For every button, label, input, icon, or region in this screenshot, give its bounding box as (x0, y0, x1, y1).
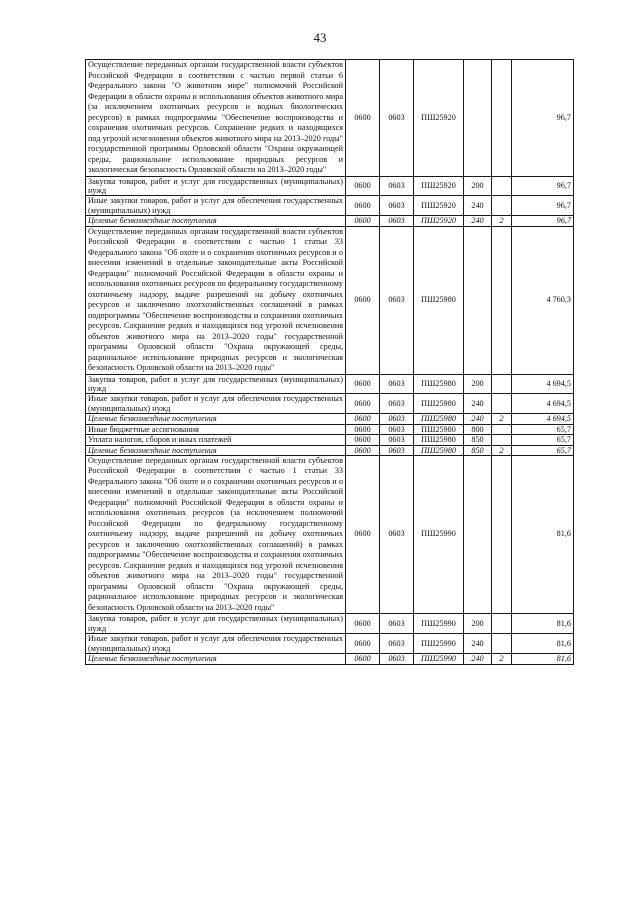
amount-cell: 96,7 (512, 176, 574, 196)
expense-type-cell: 800 (464, 424, 492, 434)
row-name-cell: Иные закупки товаров, работ и услуг для обеспечения государственных (муниципальных) нужд (86, 634, 346, 654)
funding-source-cell (492, 455, 512, 614)
funding-source-cell (492, 424, 512, 434)
table-row (86, 176, 574, 196)
target-article-cell: ПШ25920 (414, 196, 464, 216)
subsection-code-cell: 0603 (380, 435, 414, 445)
funding-source-cell (492, 634, 512, 654)
section-code-cell: 0600 (346, 216, 380, 226)
expense-type-cell: 240 (464, 634, 492, 654)
section-code-cell: 0600 (346, 374, 380, 394)
subsection-code-cell: 0603 (380, 455, 414, 614)
funding-source-cell (492, 176, 512, 196)
table-row (86, 60, 574, 177)
target-article-cell: ПШ25980 (414, 445, 464, 455)
expense-type-cell: 240 (464, 654, 492, 664)
table-row (86, 414, 574, 424)
row-name-cell: Закупка товаров, работ и услуг для государственных (муниципальных) нужд (86, 176, 346, 196)
table-row (86, 226, 574, 374)
funding-source-cell (492, 60, 512, 177)
subsection-code-cell: 0603 (380, 654, 414, 664)
table-row (86, 435, 574, 445)
amount-cell: 65,7 (512, 424, 574, 434)
expense-type-cell: 240 (464, 394, 492, 414)
expense-type-cell: 850 (464, 435, 492, 445)
amount-cell: 4 694,5 (512, 394, 574, 414)
target-article-cell: ПШ25990 (414, 614, 464, 634)
target-article-cell: ПШ25980 (414, 414, 464, 424)
section-code-cell: 0600 (346, 614, 380, 634)
row-name-cell: Осуществление переданных органам государственной власти субъектов Российской Федерации в соответствии с частью 1 статьи 33 Федерального закона "Об охоте и о сохранении охотничьих ресурсов и о внесении изменений в отдельные законодательные акты Российской Федерации" полномочий Российской Федерации в области охраны и использования охотничьих ресурсов по федеральному государственному охотничьему надзору, выдаче разрешений на добычу охотничьих ресурсов и заключению охотхозяйственных соглашений в рамках подпрограммы "Обеспечение воспроизводства и сохранения охотничьих ресурсов. Сохранение редких и находящихся под угрозой исчезновения объектов животного мира на 2013–2020 годы" государственной программы Орловской области "Охрана окружающей среды, рациональное использование природных ресурсов и экологическая безопасность Орловской области на 2013–2020 годы" (86, 226, 346, 374)
subsection-code-cell: 0603 (380, 60, 414, 177)
budget-table (85, 59, 574, 665)
table-row (86, 614, 574, 634)
target-article-cell: ПШ25990 (414, 654, 464, 664)
target-article-cell: ПШ25990 (414, 455, 464, 614)
amount-cell: 81,6 (512, 614, 574, 634)
table-row (86, 445, 574, 455)
table-row (86, 216, 574, 226)
subsection-code-cell: 0603 (380, 634, 414, 654)
amount-cell: 81,6 (512, 654, 574, 664)
row-name-cell: Целевые безвозмездные поступления (86, 414, 346, 424)
expense-type-cell: 240 (464, 414, 492, 424)
section-code-cell: 0600 (346, 634, 380, 654)
target-article-cell: ПШ25980 (414, 374, 464, 394)
target-article-cell: ПШ25990 (414, 634, 464, 654)
funding-source-cell (492, 394, 512, 414)
target-article-cell: ПШ25920 (414, 60, 464, 177)
funding-source-cell: 2 (492, 216, 512, 226)
table-row (86, 394, 574, 414)
funding-source-cell: 2 (492, 445, 512, 455)
target-article-cell: ПШ25980 (414, 394, 464, 414)
subsection-code-cell: 0603 (380, 614, 414, 634)
section-code-cell: 0600 (346, 455, 380, 614)
expense-type-cell: 200 (464, 614, 492, 634)
row-name-cell: Закупка товаров, работ и услуг для государственных (муниципальных) нужд (86, 614, 346, 634)
amount-cell: 81,6 (512, 634, 574, 654)
funding-source-cell: 2 (492, 654, 512, 664)
funding-source-cell: 2 (492, 414, 512, 424)
target-article-cell: ПШ25920 (414, 176, 464, 196)
expense-type-cell: 240 (464, 196, 492, 216)
amount-cell: 4 694,5 (512, 414, 574, 424)
target-article-cell: ПШ25980 (414, 424, 464, 434)
section-code-cell: 0600 (346, 60, 380, 177)
subsection-code-cell: 0603 (380, 445, 414, 455)
row-name-cell: Целевые безвозмездные поступления (86, 445, 346, 455)
row-name-cell: Уплата налогов, сборов и иных платежей (86, 435, 346, 445)
row-name-cell: Осуществление переданных органам государственной власти субъектов Российской Федерации в соответствии с частью первой статьи 6 Федерального закона "О животном мире" полномочий Российской Федерации в области охраны и использования объектов животного мира (за исключением охотничьих ресурсов и водных биологических ресурсов) в рамках подпрограммы "Обеспечение воспроизводства и сохранения охотничьих ресурсов. Сохранение редких и находящихся под угрозой исчезновения объектов животного мира на 2013–2020 годы" государственной программы Орловской области "Охрана окружающей среды, рациональное использование природных ресурсов и экологическая безопасность Орловской области на 2013–2020 годы" (86, 60, 346, 177)
section-code-cell: 0600 (346, 196, 380, 216)
target-article-cell: ПШ25920 (414, 216, 464, 226)
amount-cell: 96,7 (512, 216, 574, 226)
table-row (86, 634, 574, 654)
table-row (86, 455, 574, 614)
expense-type-cell (464, 226, 492, 374)
expense-type-cell (464, 455, 492, 614)
amount-cell: 96,7 (512, 60, 574, 177)
expense-type-cell: 850 (464, 445, 492, 455)
funding-source-cell (492, 614, 512, 634)
row-name-cell: Целевые безвозмездные поступления (86, 654, 346, 664)
expense-type-cell: 200 (464, 374, 492, 394)
section-code-cell: 0600 (346, 424, 380, 434)
budget-table-body (86, 60, 574, 665)
subsection-code-cell: 0603 (380, 226, 414, 374)
subsection-code-cell: 0603 (380, 424, 414, 434)
amount-cell: 81,6 (512, 455, 574, 614)
subsection-code-cell: 0603 (380, 414, 414, 424)
section-code-cell: 0600 (346, 445, 380, 455)
target-article-cell: ПШ25980 (414, 435, 464, 445)
funding-source-cell (492, 196, 512, 216)
table-row (86, 196, 574, 216)
row-name-cell: Целевые безвозмездные поступления (86, 216, 346, 226)
expense-type-cell (464, 60, 492, 177)
funding-source-cell (492, 374, 512, 394)
page-number: 43 (313, 30, 327, 45)
amount-cell: 4 694,5 (512, 374, 574, 394)
amount-cell: 96,7 (512, 196, 574, 216)
amount-cell: 65,7 (512, 445, 574, 455)
subsection-code-cell: 0603 (380, 374, 414, 394)
expense-type-cell: 200 (464, 176, 492, 196)
row-name-cell: Иные бюджетные ассигнования (86, 424, 346, 434)
subsection-code-cell: 0603 (380, 216, 414, 226)
row-name-cell: Иные закупки товаров, работ и услуг для обеспечения государственных (муниципальных) нужд (86, 394, 346, 414)
section-code-cell: 0600 (346, 226, 380, 374)
row-name-cell: Закупка товаров, работ и услуг для государственных (муниципальных) нужд (86, 374, 346, 394)
table-row (86, 374, 574, 394)
row-name-cell: Осуществление переданных органам государственной власти субъектов Российской Федерации в соответствии с частью 1 статьи 33 Федерального закона "Об охоте и о сохранении охотничьих ресурсов и о внесении изменений в отдельные законодательные акты Российской Федерации" полномочий Российской Федерации в области охраны и использования охотничьих ресурсов (за исключением полномочий Российской Федерации по федеральному государственному охотничьему надзору, выдаче разрешений на добычу охотничьих ресурсов и заключению охотхозяйственных соглашений) в рамках подпрограммы "Обеспечение воспроизводства и сохранения охотничьих ресурсов. Сохранение редких и находящихся под угрозой исчезновения объектов животного мира на 2013–2020 годы" государственной программы Орловской области "Охрана окружающей среды, рациональное использование природных ресурсов и экологическая безопасность Орловской области на 2013–2020 годы" (86, 455, 346, 614)
section-code-cell: 0600 (346, 654, 380, 664)
subsection-code-cell: 0603 (380, 176, 414, 196)
subsection-code-cell: 0603 (380, 196, 414, 216)
table-row (86, 424, 574, 434)
amount-cell: 65,7 (512, 435, 574, 445)
table-row (86, 654, 574, 664)
row-name-cell: Иные закупки товаров, работ и услуг для обеспечения государственных (муниципальных) нужд (86, 196, 346, 216)
funding-source-cell (492, 226, 512, 374)
funding-source-cell (492, 435, 512, 445)
target-article-cell: ПШ25980 (414, 226, 464, 374)
section-code-cell: 0600 (346, 414, 380, 424)
expense-type-cell: 240 (464, 216, 492, 226)
subsection-code-cell: 0603 (380, 394, 414, 414)
section-code-cell: 0600 (346, 394, 380, 414)
section-code-cell: 0600 (346, 435, 380, 445)
section-code-cell: 0600 (346, 176, 380, 196)
amount-cell: 4 760,3 (512, 226, 574, 374)
